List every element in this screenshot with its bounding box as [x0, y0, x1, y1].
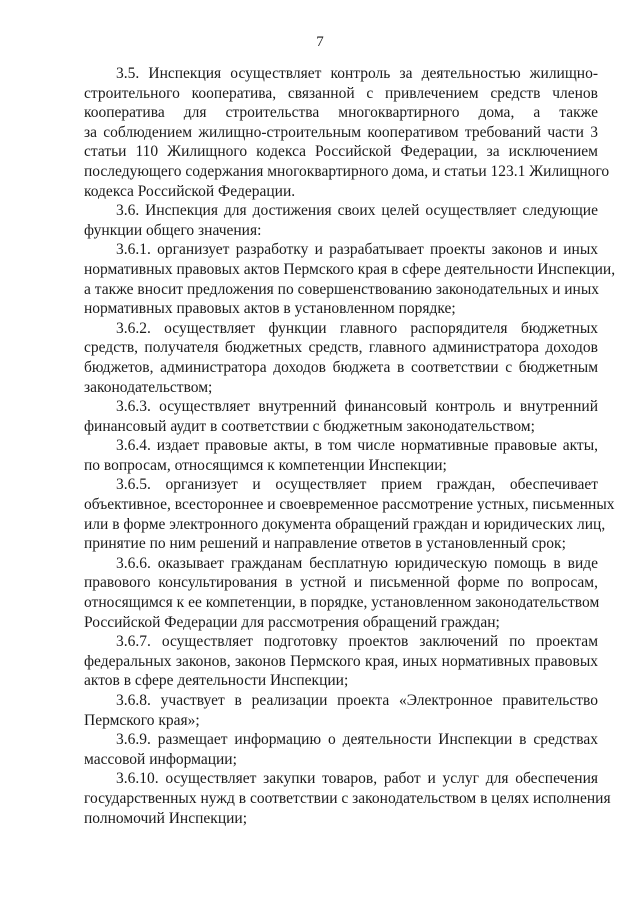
paragraph-line: правового консультирования в устной и письменной форме по вопросам,: [84, 574, 598, 592]
paragraph-line: объективное, всестороннее и своевременное рассмотрение устных, письменных: [84, 496, 615, 514]
paragraph-line: нормативных правовых актов Пермского края в сфере деятельности Инспекции,: [84, 260, 616, 278]
page-number: 7: [316, 34, 324, 50]
paragraph-3-6-5: [84, 475, 615, 553]
paragraph-line: за соблюдением жилищно-строительным кооперативом требований части 3: [84, 123, 598, 141]
paragraph-line: 3.6. Инспекция для достижения своих целей осуществляет следующие: [116, 202, 598, 220]
paragraph-line: Пермского края»;: [84, 711, 200, 729]
document-body: [84, 64, 616, 828]
paragraph-line: 3.6.8. участвует в реализации проекта «Электронное правительство: [116, 692, 598, 709]
paragraph-line: 3.6.9. размещает информацию о деятельности Инспекции в средствах: [116, 731, 598, 749]
paragraph-3-6-10: [84, 769, 611, 828]
paragraph-3-6-7: [84, 632, 598, 691]
paragraph-line: 3.6.1. организует разработку и разрабатывает проекты законов и иных: [116, 241, 598, 259]
paragraph-line: законодательством;: [84, 378, 213, 396]
paragraph-3-6: [84, 201, 598, 240]
paragraph-line: 3.6.3. осуществляет внутренний финансовый контроль и внутренний: [116, 398, 598, 416]
paragraph-3-6-3: [84, 397, 598, 436]
paragraph-line: 3.5. Инспекция осуществляет контроль за деятельностью жилищно-: [116, 65, 598, 82]
paragraph-line: федеральных законов, законов Пермского края, иных нормативных правовых: [84, 652, 598, 670]
paragraph-line: а также вносит предложения по совершенствованию законодательных и иных: [84, 280, 599, 298]
paragraph-3-6-2: [84, 319, 598, 397]
paragraph-line: 3.6.2. осуществляет функции главного распорядителя бюджетных: [116, 319, 598, 337]
paragraph-line: бюджетов, администратора доходов бюджета в соответствии с бюджетным: [84, 358, 598, 376]
paragraph-line: 3.6.6. оказывает гражданам бесплатную юридическую помощь в виде: [116, 554, 598, 572]
paragraph-line: 3.6.7. осуществляет подготовку проектов заключений по проектам: [116, 633, 598, 651]
paragraph-line: средств, получателя бюджетных средств, главного администратора доходов: [84, 339, 598, 357]
paragraph-line: по вопросам, относящимся к компетенции Инспекции;: [84, 456, 447, 474]
paragraph-line: государственных нужд в соответствии с законодательством в целях исполнения: [84, 789, 611, 807]
paragraph-line: последующего содержания многоквартирного дома, и статьи 123.1 Жилищного: [84, 162, 610, 180]
paragraph-line: относящимся к ее компетенции, в порядке, установленном законодательством: [84, 594, 600, 612]
paragraph-line: функции общего значения:: [84, 221, 262, 239]
paragraph-line: или в форме электронного документа обращений граждан и юридических лиц,: [84, 515, 606, 533]
paragraph-3-5: [84, 64, 610, 201]
paragraph-line: 3.6.5. организует и осуществляет прием граждан, обеспечивает: [116, 476, 598, 494]
paragraph-line: кодекса Российской Федерации.: [84, 182, 296, 200]
paragraph-line: статьи 110 Жилищного кодекса Российской Федерации, за исключением: [84, 143, 598, 161]
paragraph-line: нормативных правовых актов в установленном порядке;: [84, 300, 456, 318]
paragraph-line: массовой информации;: [84, 750, 237, 768]
paragraph-line: полномочий Инспекции;: [84, 809, 248, 827]
paragraph-3-6-6: [84, 554, 598, 632]
paragraph-3-6-9: [84, 730, 598, 769]
paragraph-line: кооператива для строительства многоквартирного дома, а также: [84, 104, 598, 122]
paragraph-line: актов в сфере деятельности Инспекции;: [84, 672, 349, 690]
paragraph-line: принятие по ним решений и направление ответов в установленный срок;: [84, 535, 566, 553]
paragraph-line: 3.6.10. осуществляет закупки товаров, работ и услуг для обеспечения: [116, 770, 598, 788]
paragraph-3-6-1: [84, 240, 616, 318]
paragraph-line: 3.6.4. издает правовые акты, в том числе нормативные правовые акты,: [116, 437, 598, 455]
paragraph-line: строительного кооператива, связанной с привлечением средств членов: [84, 84, 598, 102]
paragraph-3-6-8: [84, 691, 598, 730]
paragraph-line: Российской Федерации для рассмотрения обращений граждан;: [84, 613, 500, 631]
paragraph-line: финансовый аудит в соответствии с бюджетным законодательством;: [84, 417, 535, 435]
paragraph-3-6-4: [84, 436, 598, 475]
